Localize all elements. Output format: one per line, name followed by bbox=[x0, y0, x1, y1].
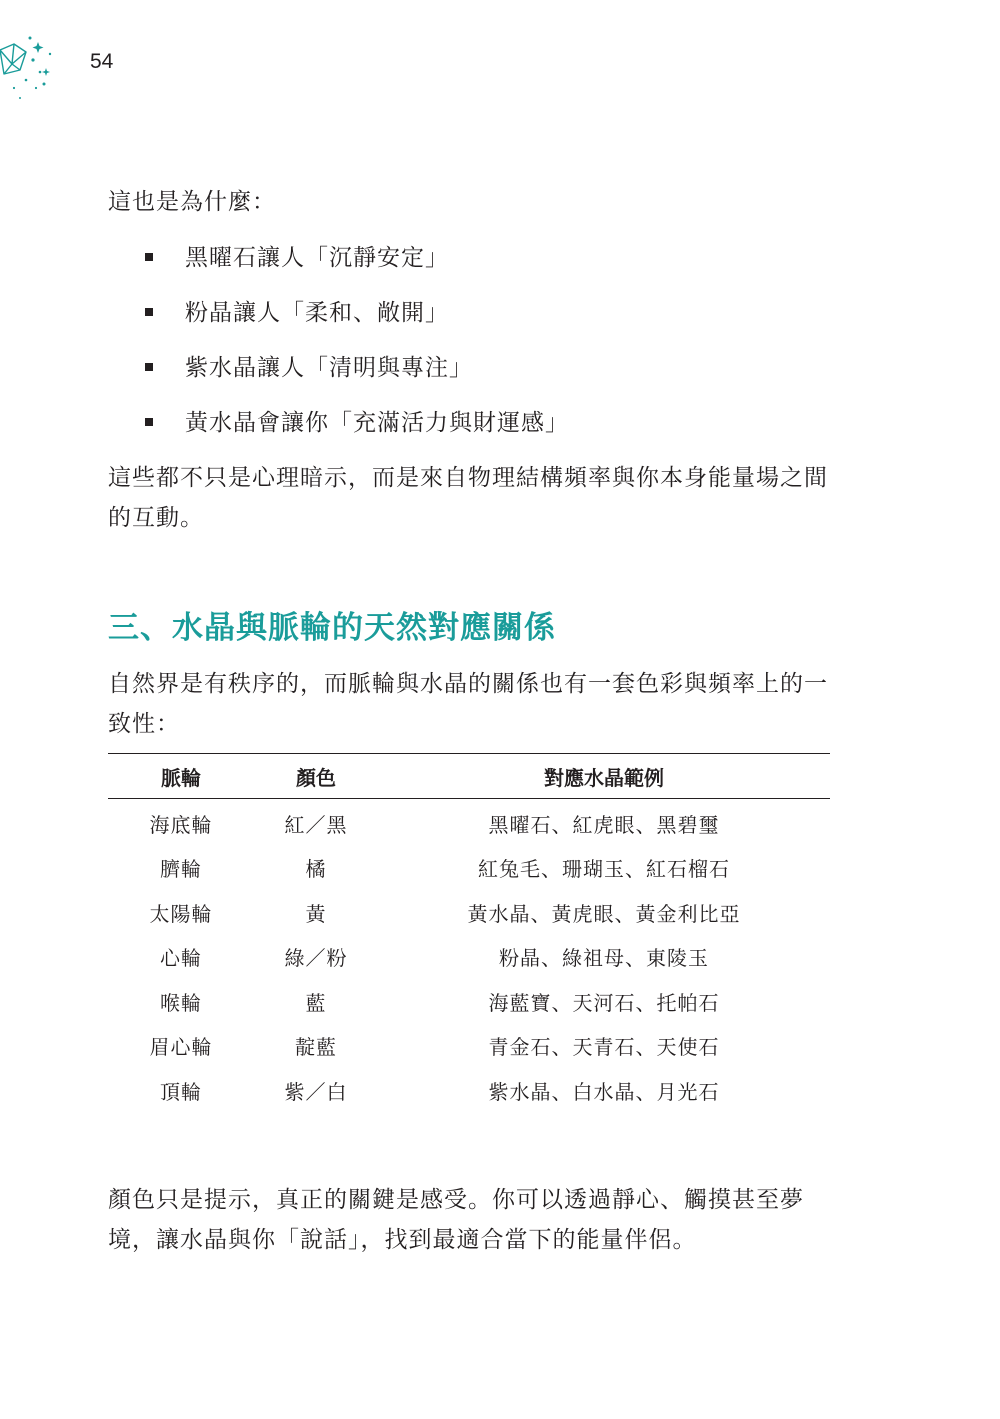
table-row bbox=[108, 890, 830, 935]
table-row bbox=[108, 979, 830, 1024]
page-number: 54 bbox=[90, 50, 114, 73]
list-item bbox=[108, 293, 569, 348]
crystal-stars-icon bbox=[0, 28, 70, 108]
conclusion-text: 這些都不只是心理暗示，而是來自物理結構頻率與你本身能量場之間的互動。 bbox=[108, 465, 828, 531]
closing-text: 顏色只是提示，真正的關鍵是感受。你可以透過靜心、觸摸甚至夢境，讓水晶與你「說話」，找到最適合當下的能量伴侶。 bbox=[108, 1187, 804, 1253]
table-header-row bbox=[108, 754, 830, 799]
color-cell: 靛藍 bbox=[295, 1035, 337, 1060]
color-cell: 紅／黑 bbox=[284, 812, 348, 837]
table-row bbox=[108, 1068, 830, 1113]
chakra-cell: 臍輪 bbox=[160, 857, 202, 882]
color-cell: 黃 bbox=[305, 901, 327, 926]
square-bullet-icon bbox=[145, 308, 153, 316]
color-cell: 紫／白 bbox=[284, 1079, 348, 1104]
column-header-chakra: 脈輪 bbox=[161, 765, 201, 790]
list-item-text: 黃水晶會讓你「充滿活力與財運感」 bbox=[185, 410, 569, 436]
crystal-effects-list bbox=[108, 238, 569, 458]
crystals-cell: 黑曜石、紅虎眼、黑碧璽 bbox=[488, 812, 720, 837]
intro-text: 這也是為什麼： bbox=[108, 189, 276, 215]
color-cell: 綠／粉 bbox=[284, 946, 348, 971]
list-item bbox=[108, 348, 569, 403]
crystals-cell: 海藍寶、天河石、托帕石 bbox=[488, 990, 720, 1015]
crystals-cell: 紅兔毛、珊瑚玉、紅石榴石 bbox=[478, 857, 730, 882]
chakra-cell: 喉輪 bbox=[160, 990, 202, 1015]
section-intro-text: 自然界是有秩序的，而脈輪與水晶的關係也有一套色彩與頻率上的一致性： bbox=[108, 671, 828, 737]
table-row bbox=[108, 935, 830, 980]
chakra-cell: 頂輪 bbox=[160, 1079, 202, 1104]
list-item-text: 粉晶讓人「柔和、敞開」 bbox=[185, 300, 449, 326]
column-header-crystals: 對應水晶範例 bbox=[544, 765, 664, 790]
crystals-cell: 粉晶、綠祖母、東陵玉 bbox=[499, 946, 709, 971]
crystals-cell: 紫水晶、白水晶、月光石 bbox=[488, 1079, 720, 1104]
list-item bbox=[108, 238, 569, 293]
chakra-crystal-table bbox=[108, 753, 830, 1113]
chakra-cell: 海底輪 bbox=[149, 812, 213, 837]
list-item-text: 黑曜石讓人「沉靜安定」 bbox=[185, 245, 449, 271]
chakra-cell: 太陽輪 bbox=[149, 901, 213, 926]
list-item bbox=[108, 403, 569, 458]
color-cell: 橘 bbox=[305, 857, 327, 882]
color-cell: 藍 bbox=[305, 990, 327, 1015]
table-row bbox=[108, 1024, 830, 1069]
square-bullet-icon bbox=[145, 418, 153, 426]
column-header-color: 顏色 bbox=[296, 765, 336, 790]
square-bullet-icon bbox=[145, 363, 153, 371]
crystals-cell: 黃水晶、黃虎眼、黃金利比亞 bbox=[467, 901, 741, 926]
chakra-cell: 心輪 bbox=[160, 946, 202, 971]
list-item-text: 紫水晶讓人「清明與專注」 bbox=[185, 355, 473, 381]
crystals-cell: 青金石、天青石、天使石 bbox=[488, 1035, 720, 1060]
square-bullet-icon bbox=[145, 253, 153, 261]
section-heading: 三、水晶與脈輪的天然對應關係 bbox=[108, 610, 556, 646]
table-row bbox=[108, 799, 830, 846]
chakra-cell: 眉心輪 bbox=[149, 1035, 213, 1060]
table-row bbox=[108, 846, 830, 891]
